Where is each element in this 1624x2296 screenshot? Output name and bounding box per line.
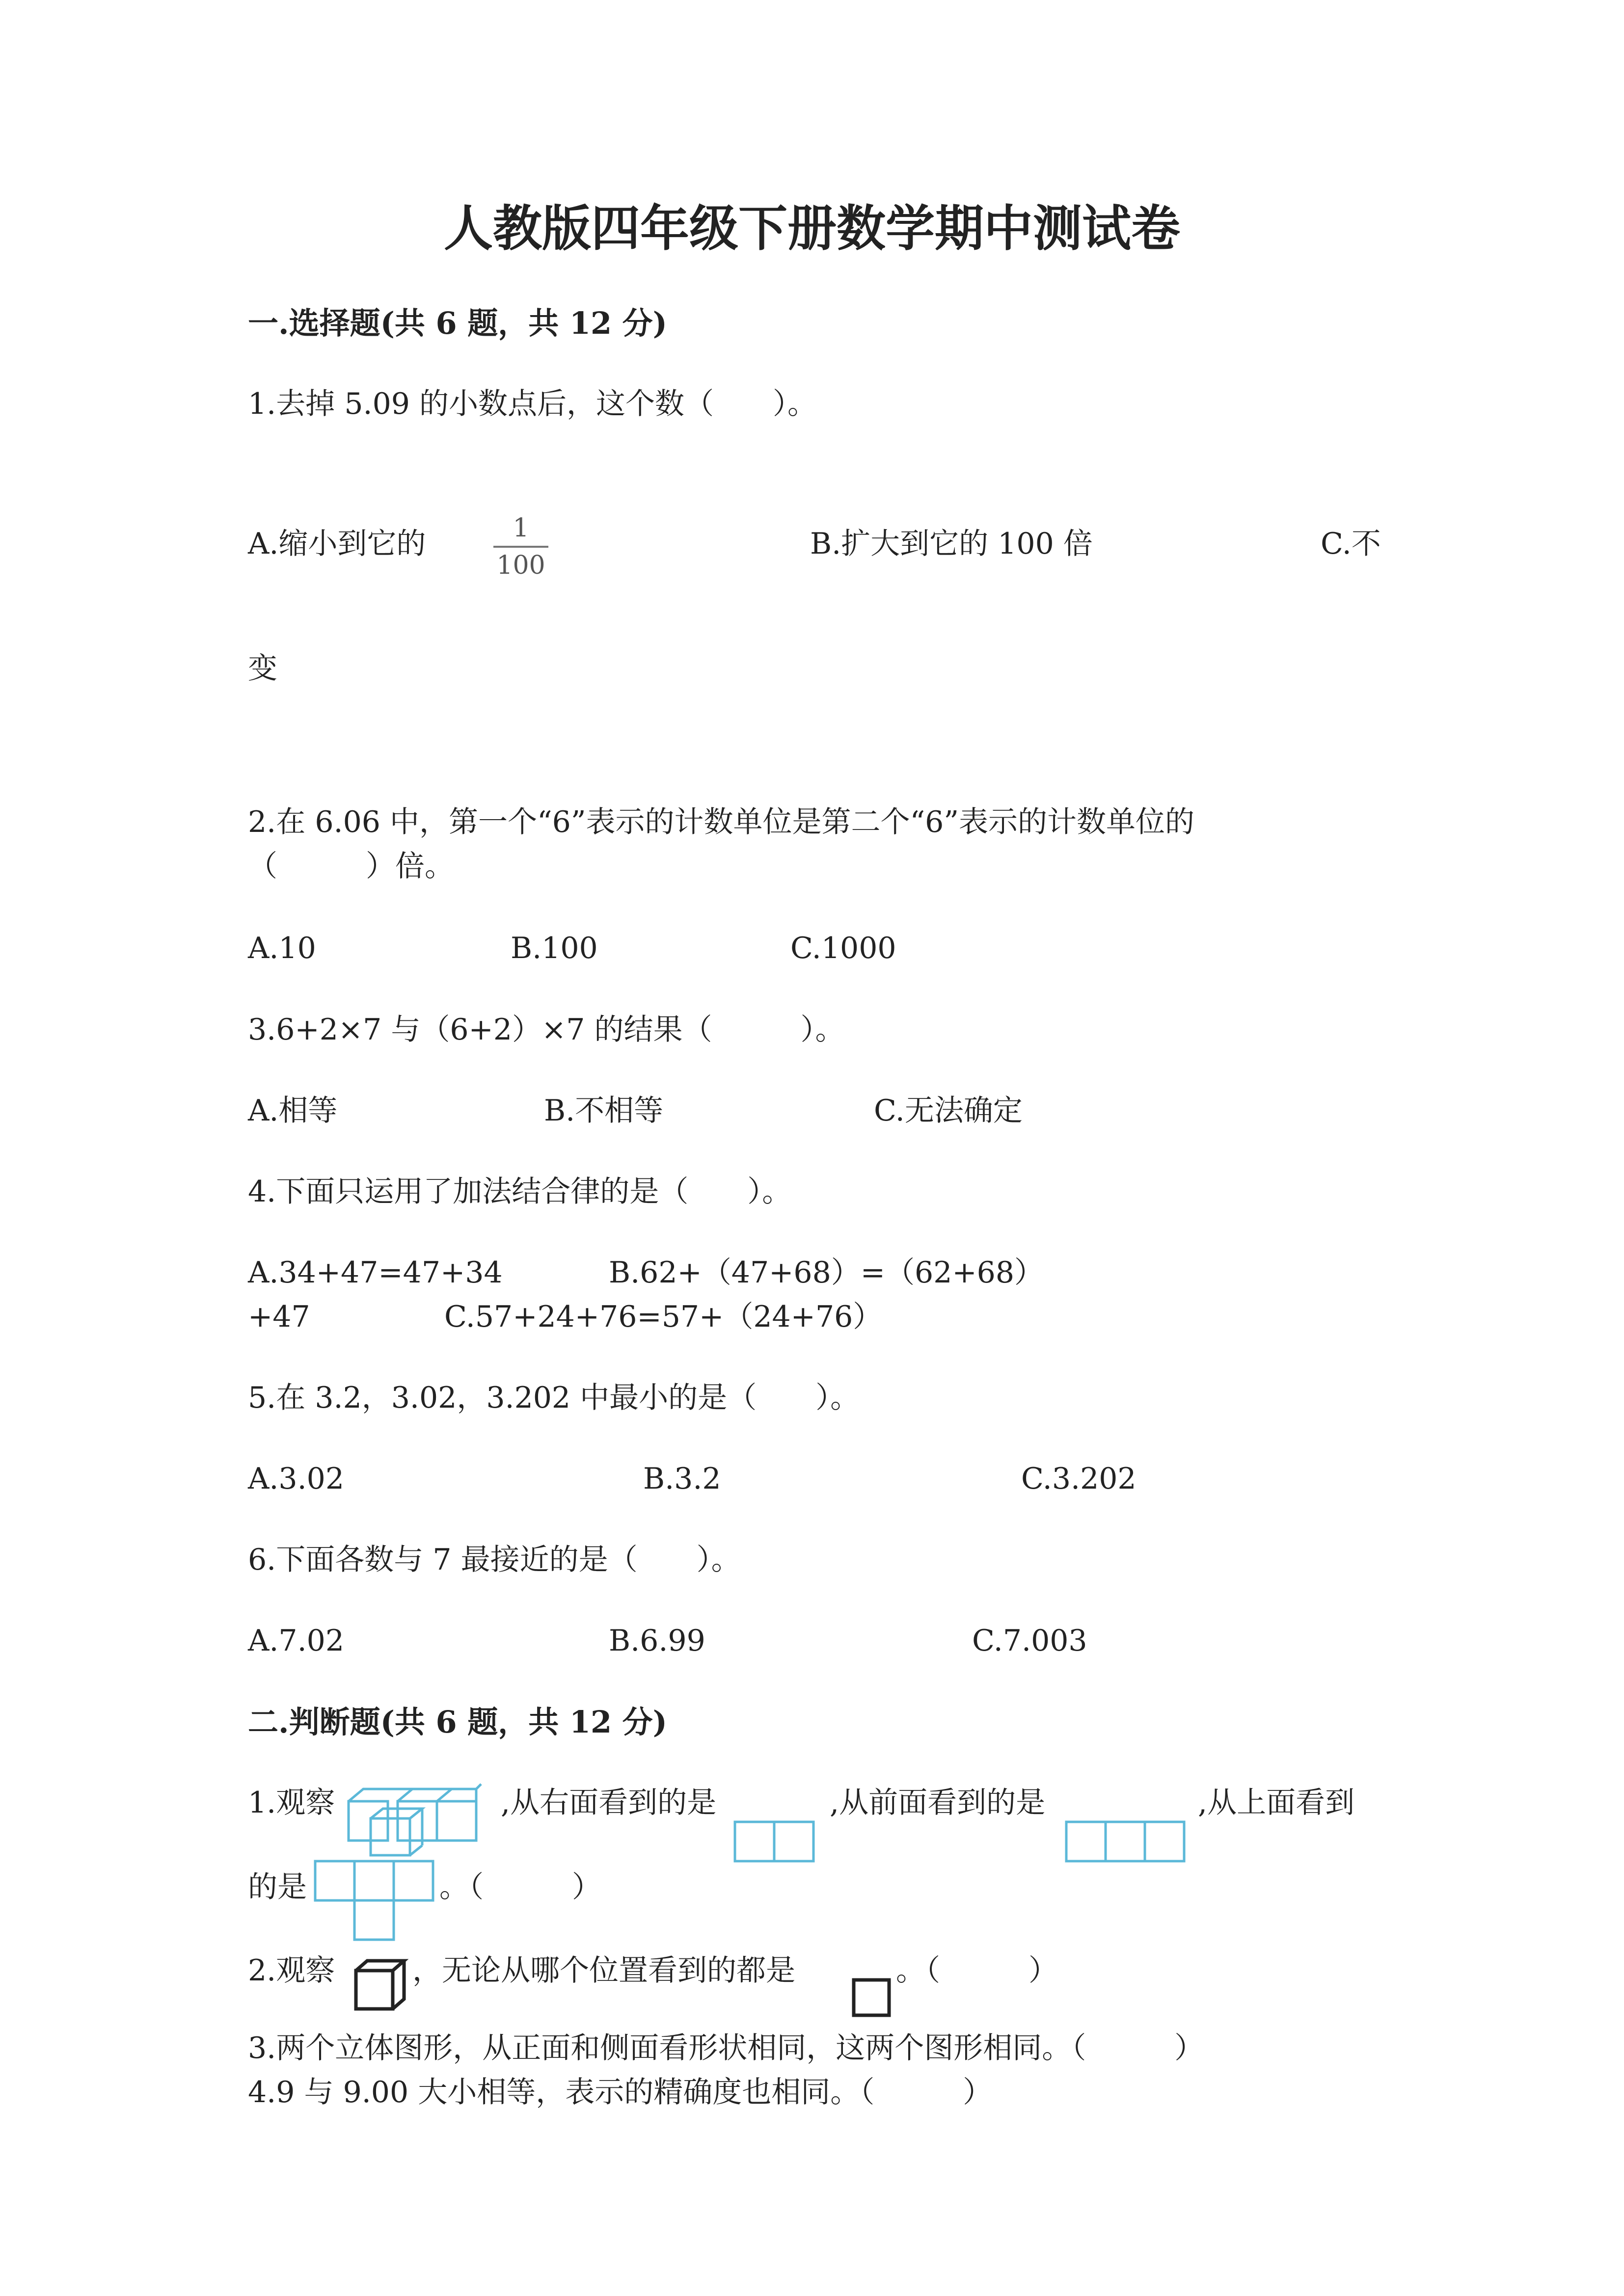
two-squares-figure <box>734 1821 815 1863</box>
question-6-option-c[interactable]: C.7.003 <box>972 1624 1087 1658</box>
question-2-stem-cont: （ ）倍。 <box>248 849 454 883</box>
fraction-one-hundredth <box>493 515 548 578</box>
question-4-stem: 4.下面只运用了加法结合律的是（ ）。 <box>248 1175 792 1209</box>
question-2-option-c[interactable]: C.1000 <box>790 931 896 965</box>
judgment-1-part-6: 。（ ） <box>439 1870 601 1904</box>
judgment-2-part-1: 2.观察 <box>248 1953 335 1988</box>
question-2-option-b[interactable]: B.100 <box>511 931 598 965</box>
question-6-option-a[interactable]: A.7.02 <box>248 1624 344 1658</box>
question-4-option-b-cont: +47 <box>248 1300 310 1334</box>
question-4-option-c[interactable]: C.57+24+76=57+（24+76） <box>444 1300 883 1334</box>
question-4-option-b[interactable]: B.62+（47+68）=（62+68） <box>609 1255 1044 1290</box>
question-5-option-a[interactable]: A.3.02 <box>248 1462 344 1496</box>
question-1-option-b[interactable]: B.扩大到它的 100 倍 <box>810 527 1093 561</box>
judgment-3-stem: 3.两个立体图形，从正面和侧面看形状相同，这两个图形相同。（ ） <box>248 2031 1204 2065</box>
judgment-2-part-3: 。（ ） <box>896 1953 1058 1988</box>
question-3-option-a[interactable]: A.相等 <box>248 1094 338 1128</box>
judgment-2-part-2: ，无论从哪个位置看到的都是 <box>412 1953 795 1988</box>
fraction-denominator: 100 <box>496 551 545 580</box>
three-squares-figure <box>1065 1821 1186 1863</box>
isometric-cube-stack-figure <box>344 1782 486 1855</box>
square-icon <box>852 1978 891 2017</box>
fraction-numerator: 1 <box>513 513 529 543</box>
question-1-option-c-cont: 变 <box>248 651 277 686</box>
section-heading-choice: 一.选择题(共 6 题，共 12 分) <box>248 305 668 341</box>
question-3-option-b[interactable]: B.不相等 <box>544 1094 664 1128</box>
question-6-stem: 6.下面各数与 7 最接近的是（ ）。 <box>248 1543 741 1577</box>
question-3-option-c[interactable]: C.无法确定 <box>874 1094 1023 1128</box>
judgment-1-part-5: 的是 <box>248 1870 307 1904</box>
question-1-stem: 1.去掉 5.09 的小数点后，这个数（ ）。 <box>248 387 817 421</box>
judgment-1-part-2: ,从右面看到的是 <box>501 1786 717 1820</box>
question-5-option-c[interactable]: C.3.202 <box>1021 1462 1137 1496</box>
question-5-option-b[interactable]: B.3.2 <box>643 1462 721 1496</box>
cube-icon <box>353 1958 407 2012</box>
question-4-option-a[interactable]: A.34+47=47+34 <box>248 1255 503 1290</box>
page-title: 人教版四年级下册数学期中测试卷 <box>444 199 1180 257</box>
judgment-1-part-1: 1.观察 <box>248 1786 335 1820</box>
question-1-option-c[interactable]: C.不 <box>1321 527 1381 561</box>
judgment-4-stem: 4.9 与 9.00 大小相等，表示的精确度也相同。（ ） <box>248 2075 993 2109</box>
section-heading-judgment: 二.判断题(共 6 题，共 12 分) <box>248 1704 668 1740</box>
judgment-1-part-4: ,从上面看到 <box>1198 1786 1355 1820</box>
question-2-stem: 2.在 6.06 中，第一个“6”表示的计数单位是第二个“6”表示的计数单位的 <box>248 805 1195 839</box>
judgment-1-part-3: ,从前面看到的是 <box>830 1786 1046 1820</box>
t-shape-squares-figure <box>314 1860 434 1944</box>
question-5-stem: 5.在 3.2，3.02，3.202 中最小的是（ ）。 <box>248 1381 860 1415</box>
question-2-option-a[interactable]: A.10 <box>248 931 316 965</box>
question-1-option-a[interactable]: A.缩小到它的 <box>248 527 426 561</box>
question-3-stem: 3.6+2×7 与（6+2）×7 的结果（ ）。 <box>248 1013 845 1047</box>
question-6-option-b[interactable]: B.6.99 <box>609 1624 705 1658</box>
